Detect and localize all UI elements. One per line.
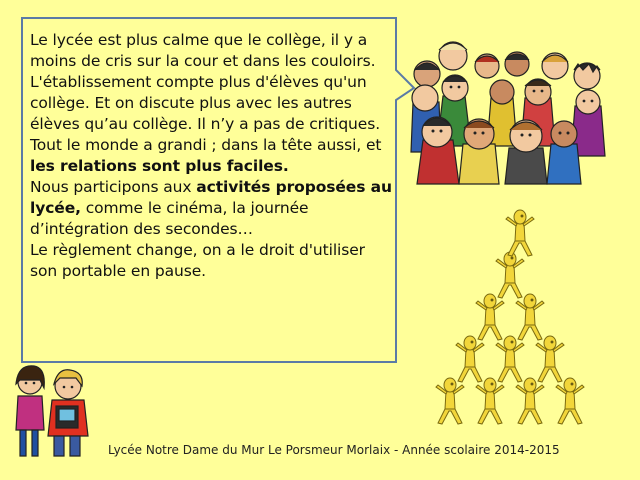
emphasis-activities: activités proposées au lycée, — [30, 178, 392, 217]
pyramid-figure — [476, 378, 504, 424]
emphasis-relations: les relations sont plus faciles. — [30, 157, 289, 175]
human-pyramid-icon — [425, 205, 590, 425]
paragraph-activities-start: Nous participons aux — [30, 178, 197, 196]
two-students-icon — [10, 360, 105, 460]
paragraph-grown: Tout le monde a grandi ; dans la tête aussi, et — [30, 136, 382, 154]
group-of-students-icon — [405, 36, 625, 186]
pyramid-figure — [496, 252, 524, 298]
pyramid-figure — [436, 378, 464, 424]
pyramid-figure — [506, 210, 534, 256]
paragraph-rules: Le règlement change, on a le droit d'utiliser son portable en pause. — [30, 241, 365, 280]
footer-credit: Lycée Notre Dame du Mur Le Porsmeur Morlaix - Année scolaire 2014-2015 — [108, 443, 560, 457]
pyramid-figure — [516, 294, 544, 340]
pyramid-figure — [536, 336, 564, 382]
pyramid-figure — [496, 336, 524, 382]
pyramid-figure — [476, 294, 504, 340]
pyramid-figure — [556, 378, 584, 424]
pyramid-figure — [456, 336, 484, 382]
pyramid-figure — [516, 378, 544, 424]
speech-bubble-text — [30, 30, 392, 282]
paragraph-activities-end: comme le cinéma, la journée d’intégration des secondes… — [30, 199, 309, 238]
paragraph-calm: Le lycée est plus calme que le collège, il y a moins de cris sur la cour et dans les couloirs. L'établissement compte plus d'élèves qu'un collège. Et on discute plus avec les autres élèves qu’au collège. Il n’y a pas de critiques. — [30, 31, 381, 133]
